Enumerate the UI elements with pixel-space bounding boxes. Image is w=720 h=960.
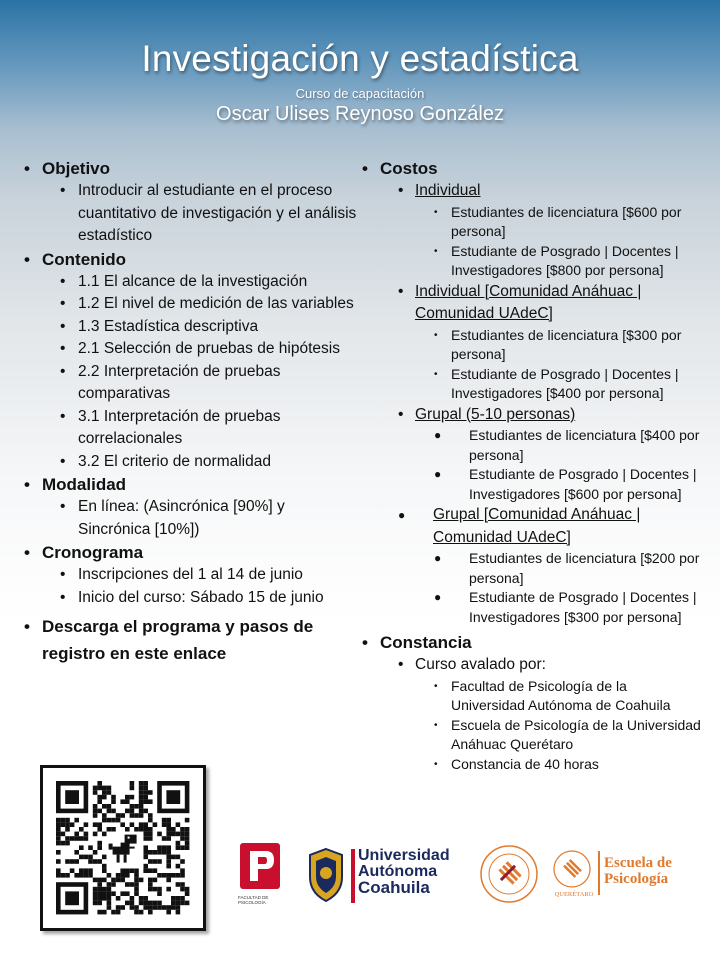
author-name: Oscar Ulises Reynoso González xyxy=(216,103,504,125)
list-item: • Curso avalado por: xyxy=(398,656,546,673)
anahuac-seal xyxy=(478,843,540,905)
psicologia-logo-text: FACULTAD DE PSICOLOGÍA xyxy=(238,895,269,905)
cost-group-individual: • Individual xyxy=(398,182,481,199)
list-item: • Facultad de Psicología de la Universidad Autónoma de Coahuila xyxy=(434,677,671,713)
anahuac-queretaro-text: QUERÉTARO xyxy=(554,891,594,898)
list-item: • Estudiante de Posgrado | Docentes | Investigadores [$400 por persona] xyxy=(434,365,679,401)
list-item: • Estudiantes de licenciatura [$600 por persona] xyxy=(434,203,682,239)
uadec-line-3: Coahuila xyxy=(358,878,430,897)
uadec-shield-icon xyxy=(306,847,346,903)
page-subtitle: Curso de capacitación xyxy=(295,86,425,101)
section-cronograma: • Cronograma xyxy=(24,543,144,562)
left-column xyxy=(24,157,360,667)
qr-code-image xyxy=(43,768,203,928)
list-item: • 2.1 Selección de pruebas de hipótesis xyxy=(60,340,340,357)
section-costos: • Costos xyxy=(362,159,438,178)
psicologia-logo xyxy=(238,843,282,907)
list-item: • 3.2 El criterio de normalidad xyxy=(60,452,271,470)
section-constancia: • Constancia xyxy=(362,633,472,652)
list-item: • Inicio del curso: Sábado 15 de junio xyxy=(60,588,324,606)
list-item: • 1.2 El nivel de medición de las variables xyxy=(60,295,354,312)
section-objetivo: • Objetivo xyxy=(24,159,111,178)
anahuac-escuela-logo xyxy=(552,845,700,905)
uadec-line-2: Autónoma xyxy=(358,863,438,880)
list-item: • Introducir al estudiante en el proceso cuantitativo de investigación y el análisis estadístico xyxy=(60,182,357,244)
section-contenido: • Contenido xyxy=(24,249,127,269)
anahuac-escuela-seal-icon xyxy=(552,849,592,889)
logos-row xyxy=(230,835,700,915)
cost-group-grupal-comunidad: ● Grupal [Comunidad Anáhuac | Comunidad UAdeC] xyxy=(398,506,641,546)
list-item: ● Estudiantes de licenciatura [$200 por persona] xyxy=(434,550,700,586)
cost-group-grupal: • Grupal (5-10 personas) xyxy=(398,405,576,423)
anahuac-escuela-line-1: Escuela de xyxy=(604,855,672,871)
list-item: • Estudiantes de licenciatura [$300 por persona] xyxy=(434,326,682,362)
anahuac-escuela-line-2: Psicología xyxy=(604,871,669,887)
list-item: • Constancia de 40 horas xyxy=(434,755,599,772)
anahuac-divider xyxy=(598,851,600,895)
list-item: • En línea: (Asincrónica [90%] y Sincrónica [10%]) xyxy=(60,498,285,538)
list-item: • 3.1 Interpretación de pruebas correlacionales xyxy=(60,407,281,447)
list-item: • Estudiante de Posgrado | Docentes | Investigadores [$800 por persona] xyxy=(434,242,679,278)
uadec-divider xyxy=(351,849,355,903)
list-item: ● Estudiantes de licenciatura [$400 por persona] xyxy=(434,427,700,463)
qr-code[interactable] xyxy=(40,765,206,931)
download-link-text[interactable]: • Descarga el programa y pasos de registro en este enlace xyxy=(24,617,314,663)
uadec-logo xyxy=(306,845,466,907)
cost-group-individual-comunidad: • Individual [Comunidad Anáhuac | Comunidad UAdeC] xyxy=(398,282,642,322)
list-item: • Inscripciones del 1 al 14 de junio xyxy=(60,566,303,583)
uadec-line-1: Universidad xyxy=(358,847,450,864)
anahuac-seal-icon xyxy=(478,843,540,905)
list-item: ● Estudiante de Posgrado | Docentes | Investigadores [$300 por persona] xyxy=(434,589,697,625)
right-column xyxy=(362,157,702,774)
section-modalidad: • Modalidad xyxy=(24,475,127,494)
list-item: • 1.1 El alcance de la investigación xyxy=(60,272,308,290)
list-item: • 1.3 Estadística descriptiva xyxy=(60,317,259,335)
list-item: ● Estudiante de Posgrado | Docentes | Investigadores [$600 por persona] xyxy=(434,466,697,502)
page-title: Investigación y estadística xyxy=(141,38,579,79)
list-item: • 2.2 Interpretación de pruebas comparativas xyxy=(60,362,281,402)
list-item: • Escuela de Psicología de la Universidad Anáhuac Querétaro xyxy=(434,716,701,752)
